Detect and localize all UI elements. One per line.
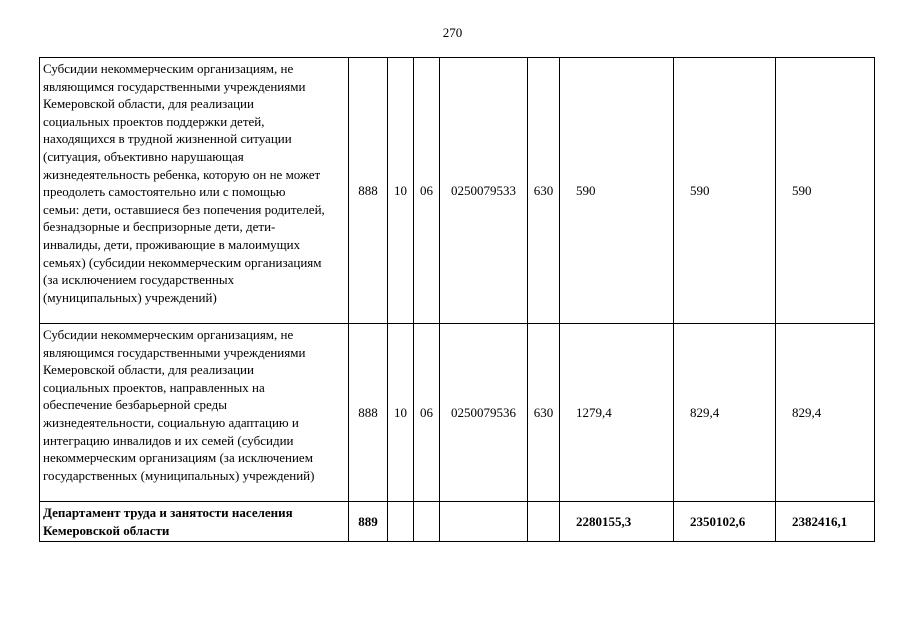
page-number: 270 [442,25,463,40]
ministry-code-cell: 888 [349,324,388,502]
expense-name-cell: Субсидии некоммерческим организациям, не являющимся государственными учреждениями Кемеровской области, для реализации социальных проектов, направленных на обеспечение безбарьерной среды жизнедеятельности, социальную адаптацию и интеграцию инвалидов и их семей (субсидии некоммерческим организациям (за исключением государственных (муниципальных) учреждений) [40,324,349,502]
expense-type-code-cell: 630 [528,324,560,502]
amount-year-3-cell: 2382416,1 [776,502,875,542]
target-item-code-cell: 0250079533 [440,58,528,324]
subsection-code-cell: 06 [414,324,440,502]
budget-table [39,57,875,542]
section-code-cell: 10 [388,58,414,324]
amount-year-3-cell: 829,4 [776,324,875,502]
ministry-code-cell: 888 [349,58,388,324]
amount-year-2-cell: 2350102,6 [674,502,776,542]
amount-year-2-cell: 829,4 [674,324,776,502]
amount-year-1-cell: 590 [560,58,674,324]
target-item-code-cell [440,502,528,542]
table-row-department-total [40,502,875,542]
expense-type-code-cell: 630 [528,58,560,324]
subsection-code-cell: 06 [414,58,440,324]
table-row [40,58,875,324]
expense-name-cell: Субсидии некоммерческим организациям, не являющимся государственными учреждениями Кемеровской области, для реализации социальных проектов поддержки детей, находящихся в трудной жизненной ситуации (ситуация, объективно нарушающая жизнедеятельность ребенка, которую он не может преодолеть самостоятельно или с помощью семьи: дети, оставшиеся без попечения родителей, безнадзорные и беспризорные дети, дети- инвалиды, дети, проживающие в малоимущих семьях) (субсидии некоммерческим организациям (за исключением государственных (муниципальных) учреждений) [40,58,349,324]
table-row [40,324,875,502]
expense-type-code-cell [528,502,560,542]
section-code-cell [388,502,414,542]
target-item-code-cell: 0250079536 [440,324,528,502]
department-name-cell: Департамент труда и занятости населения Кемеровской области [40,502,349,542]
ministry-code-cell: 889 [349,502,388,542]
amount-year-1-cell: 1279,4 [560,324,674,502]
amount-year-2-cell: 590 [674,58,776,324]
subsection-code-cell [414,502,440,542]
amount-year-1-cell: 2280155,3 [560,502,674,542]
amount-year-3-cell: 590 [776,58,875,324]
section-code-cell: 10 [388,324,414,502]
